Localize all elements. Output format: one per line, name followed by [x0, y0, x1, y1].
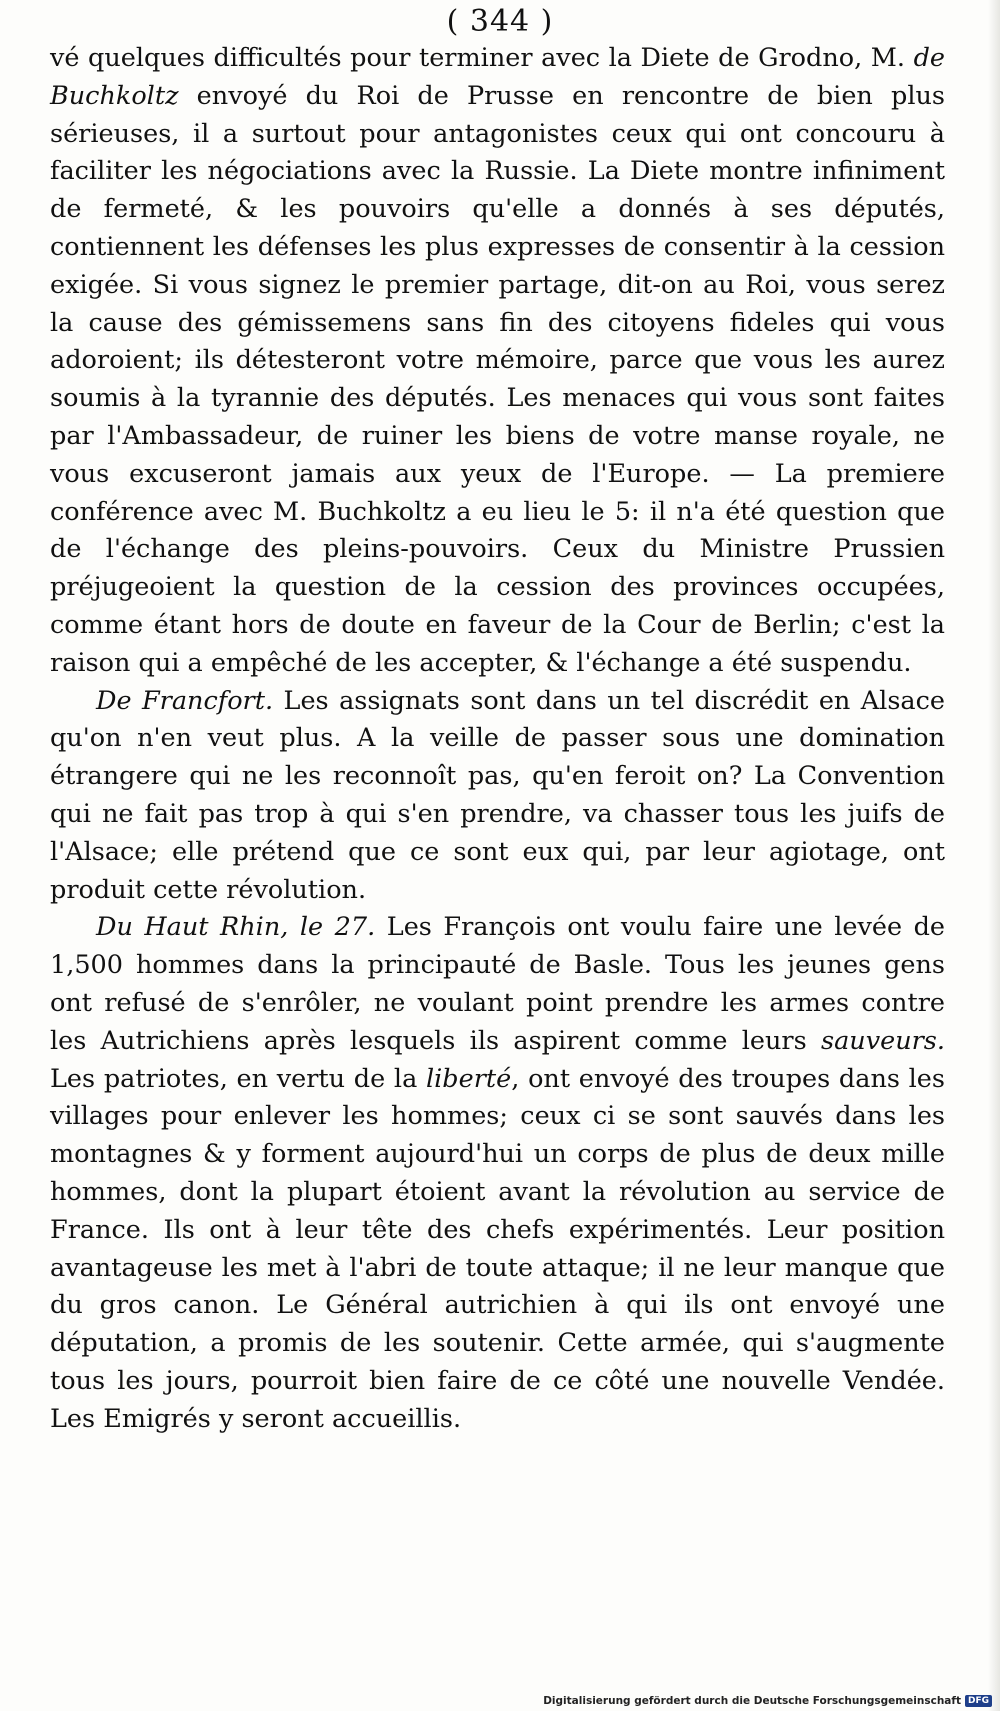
paragraph-text: , ont envoyé des troupes dans les villages pour enlever les hommes; ceux ci se sont sauvés dans les montagnes & y forment aujourd'hui un corps de plus de deux mille hommes, dont la plupart étoient avant la révolution au service de France. Ils ont à leur tête des chefs expérimentés. Leur position avantageuse les met à l'abri de toute attaque; il ne leur manque que du gros canon. Le Général autrichien à qui ils ont envoyé une députation, a promis de les soutenir. Cette armée, qui s'augmente tous les jours, pourroit bien faire de ce côté une nouvelle Vendée. Les Emigrés y seront accueillis. [50, 1063, 945, 1434]
paragraph-text: Les François ont voulu faire une levée de 1,500 hommes dans la principauté de Basle. Tous les jeunes gens ont refusé de s'enrôler, ne voulant point prendre les armes contre les Autrichiens après lesquels ils aspirent comme leurs [50, 912, 946, 1056]
paragraph-haut-rhin [50, 909, 945, 1438]
paragraph-francfort [50, 683, 945, 910]
dateline-place: Du Haut Rhin, [96, 912, 289, 943]
emphasis: liberté [426, 1063, 512, 1094]
digitization-footer [543, 1695, 992, 1707]
dateline-place: De Francfort. [96, 685, 274, 716]
scan-edge [988, 0, 1000, 1711]
dfg-logo-icon: DFG [965, 1695, 992, 1707]
paragraph-text: Les assignats sont dans un tel discrédit en Alsace qu'on n'en veut plus. A la veille de passer sous une domination étrangere qui ne les reconnoît pas, qu'en feroit on? La Convention qui ne fait pas trop à qui s'en prendre, va chasser tous les juifs de l'Alsace; elle prétend que ce sont eux qui, par leur agiotage, ont produit cette révolution. [50, 685, 945, 905]
article-body [50, 40, 945, 1438]
page-number: ( 344 ) [446, 4, 554, 39]
paragraph-text: envoyé du Roi de Prusse en rencontre de bien plus sérieuses, il a surtout pour antagonistes ceux qui ont concouru à faciliter les négociations avec la Russie. La Diete montre infiniment de fermeté, & les pouvoirs qu'elle a donnés à ses députés, contiennent les défenses les plus expresses de consentir à la cession exigée. Si vous signez le premier partage, dit-on au Roi, vous serez la cause des gémissemens sans fin des citoyens fideles qui vous adoroient; ils détesteront votre mémoire, parce que vous les aurez soumis à la tyrannie des députés. Les menaces qui vous sont faites par l'Ambassadeur, de ruiner les biens de votre manse royale, ne vous excuseront jamais aux yeux de l'Europe. — La premiere conférence avec M. Buchkoltz a eu lieu le 5: il n'a été question que de l'échange des pleins-pouvoirs. Ceux du Ministre Prussien préjugeoient la question de la cession des provinces occupées, comme étant hors de doute en faveur de la Cour de Berlin; c'est la raison qui a empêché de les accepter, & l'échange a été suspendu. [50, 80, 945, 678]
person-name: de Buchkoltz [50, 43, 945, 111]
paragraph-grodno [50, 40, 945, 683]
emphasis: sauveurs. [820, 1025, 945, 1056]
dateline-date: le 27. [288, 912, 376, 943]
paragraph-text: vé quelques difficultés pour terminer avec la Diete de Grodno, [50, 43, 863, 73]
paragraph-text: M. [870, 43, 914, 73]
paragraph-text: Les patriotes, en vertu de la [50, 1063, 426, 1094]
footer-text: Digitalisierung gefördert durch die Deutsche Forschungsgemeinschaft [543, 1695, 961, 1707]
